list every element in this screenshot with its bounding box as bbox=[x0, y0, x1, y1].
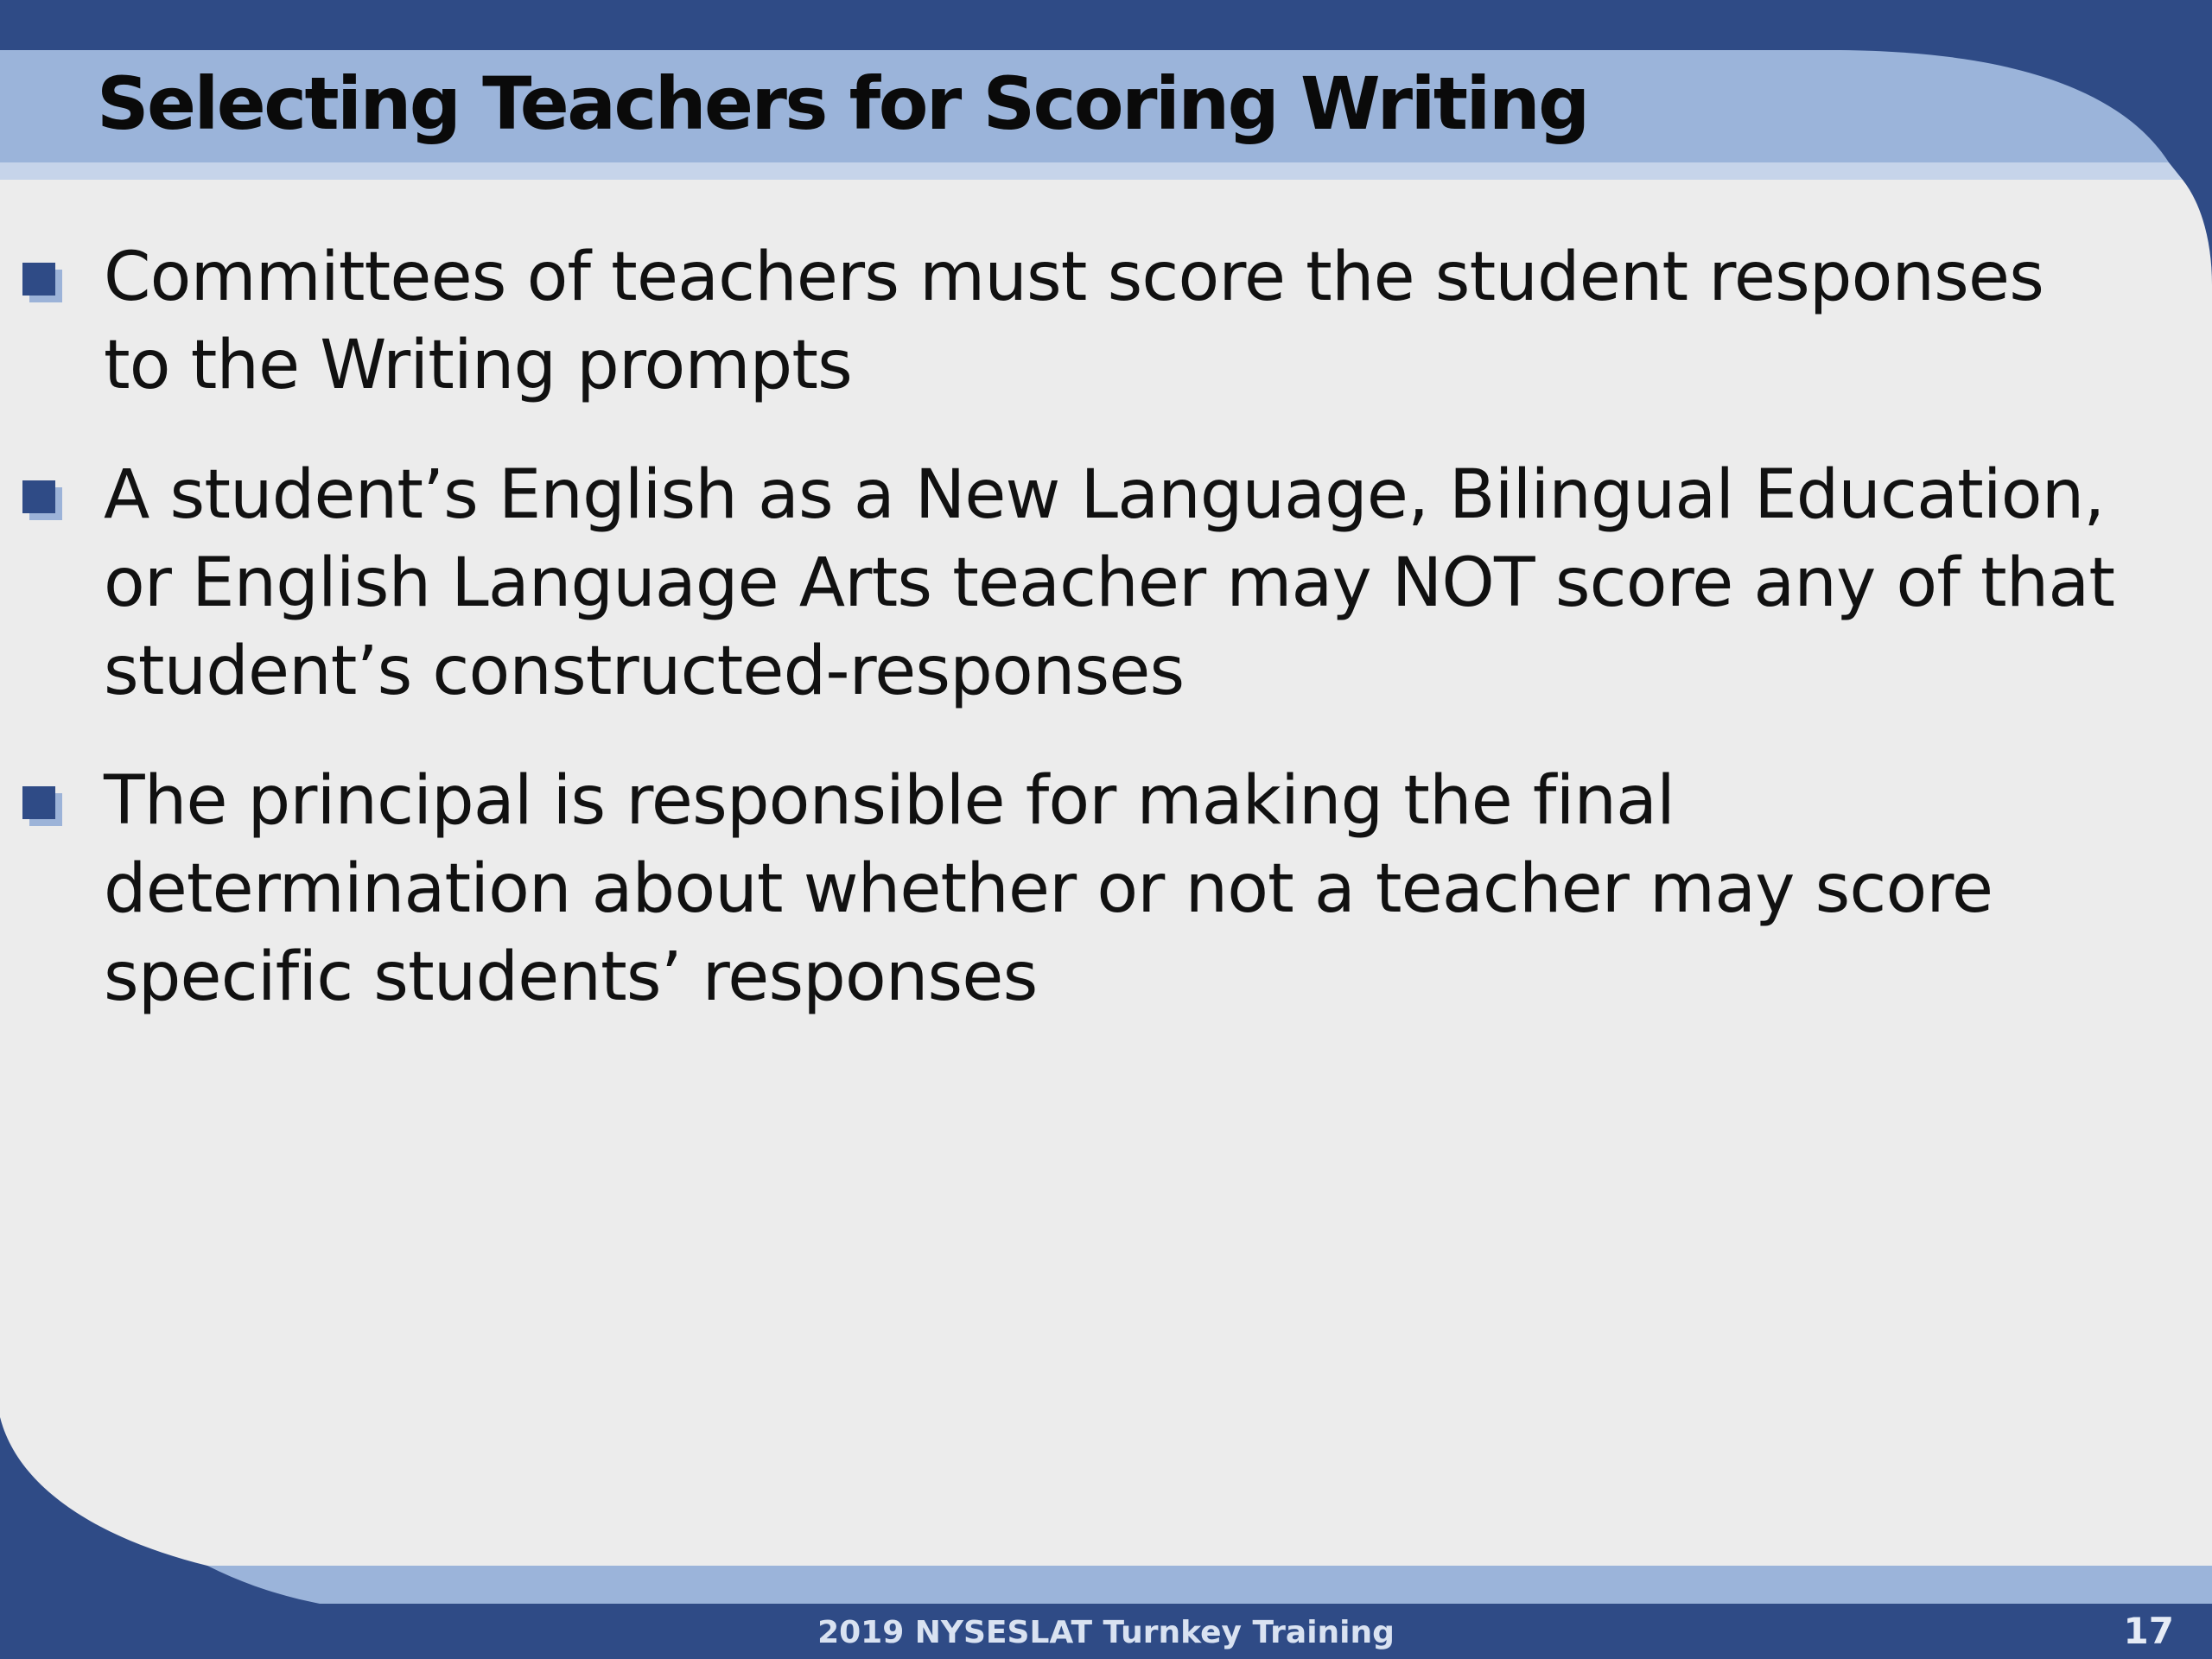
bullet-text: The principal is responsible for making the final determination about whether or not a teacher may score specific students’ responses bbox=[104, 762, 1993, 1016]
footer-text: 2019 NYSESLAT Turnkey Training bbox=[817, 1615, 1395, 1650]
footer-band bbox=[207, 1566, 2212, 1604]
bullet-item bbox=[0, 451, 2126, 715]
bullet-item bbox=[0, 233, 2126, 410]
page-number: 17 bbox=[2123, 1610, 2174, 1652]
square-bullet-icon bbox=[22, 786, 62, 826]
title-band-edge bbox=[0, 162, 2183, 180]
square-bullet-icon bbox=[22, 263, 62, 302]
slide-title: Selecting Teachers for Scoring Writing bbox=[97, 61, 1588, 146]
bullet-item bbox=[0, 757, 2126, 1021]
square-bullet-icon bbox=[22, 480, 62, 520]
bullet-text: Committees of teachers must score the student responses to the Writing prompts bbox=[104, 238, 2044, 404]
bullet-text: A student’s English as a New Language, Bilingual Education, or English Language Arts teacher may NOT score any of that student’s constructed-responses bbox=[104, 456, 2115, 710]
bullet-list bbox=[0, 233, 2126, 1063]
